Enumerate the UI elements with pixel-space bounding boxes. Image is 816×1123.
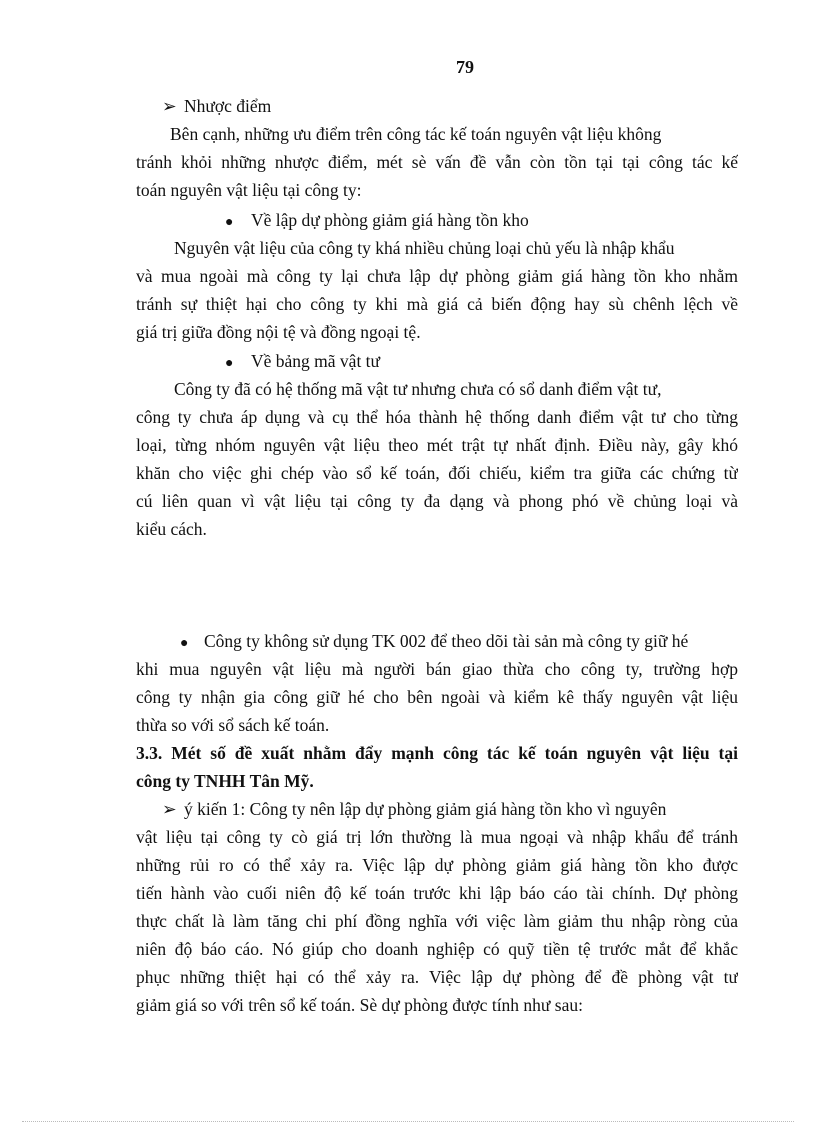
paragraph-line: loại, từng nhóm nguyên vật liệu theo mét trật tự nhất định. Điều này, gây khó bbox=[136, 435, 738, 455]
paragraph-line: giảm giá so với trên sổ kế toán. Sè dự phòng được tính như sau: bbox=[136, 995, 583, 1015]
bullet-item bbox=[225, 350, 380, 375]
page-number: 79 bbox=[456, 57, 474, 77]
paragraph-line: tiến hành vào cuối niên độ kế toán trước khi lập báo cáo tài chính. Dự phòng bbox=[136, 883, 738, 903]
paragraph-line: khăn cho việc ghi chép vào sổ kế toán, đối chiếu, kiểm tra giữa các chứng từ bbox=[136, 463, 738, 483]
heading-weaknesses-text: Nhược điểm bbox=[184, 96, 272, 116]
arrow-bullet-icon: ➢ bbox=[162, 96, 177, 116]
paragraph-line: giá trị giữa đồng nội tệ và đồng ngoại tệ. bbox=[136, 322, 421, 342]
paragraph-line: công ty nhận gia công giữ hé cho bên ngoài và kiểm kê thấy nguyên vật liệu bbox=[136, 687, 738, 707]
bullet-dot-icon: ● bbox=[225, 215, 234, 230]
paragraph-line: tránh khỏi những nhược điểm, mét sè vấn đề vẫn còn tồn tại tại công tác kế bbox=[136, 152, 738, 172]
paragraph-line: công ty chưa áp dụng và cụ thể hóa thành hệ thống danh điểm vật tư cho từng bbox=[136, 407, 738, 427]
paragraph-line: thực chất là làm tăng chi phí đồng nghĩa với việc làm giảm thu nhập ròng của bbox=[136, 911, 738, 931]
heading-weaknesses bbox=[162, 95, 271, 117]
arrow-bullet-icon: ➢ bbox=[162, 799, 177, 819]
opinion-item bbox=[162, 798, 738, 820]
bullet-item-text: Về bảng mã vật tư bbox=[251, 351, 381, 371]
bullet-dot-icon: ● bbox=[180, 636, 189, 651]
section-heading: 3.3. Mét số đề xuất nhằm đẩy mạnh công tác kế toán nguyên vật liệu tại bbox=[136, 743, 738, 763]
paragraph-line: phục những thiệt hại có thể xảy ra. Việc lập dự phòng để đề phòng vật tư bbox=[136, 967, 738, 987]
paragraph-line: niên độ báo cáo. Nó giúp cho doanh nghiệp có quỹ tiền tệ trước mắt để khắc bbox=[136, 939, 738, 959]
paragraph-line: kiểu cách. bbox=[136, 519, 207, 539]
paragraph-line: tránh sự thiệt hại cho công ty khi mà giá cả biến động hay sù chênh lệch về bbox=[136, 294, 738, 314]
paragraph-line: cú liên quan vì vật liệu tại công ty đa dạng và phong phó về chủng loại và bbox=[136, 491, 738, 511]
paragraph-line: những rủi ro có thể xảy ra. Việc lập dự phòng giảm giá hàng tồn kho được bbox=[136, 855, 738, 875]
bullet-item bbox=[180, 630, 688, 655]
opinion-item-text: ý kiến 1: Công ty nên lập dự phòng giảm giá hàng tồn kho vì nguyên bbox=[184, 799, 667, 819]
bullet-dot-icon: ● bbox=[225, 356, 234, 371]
paragraph-line: thừa so với sổ sách kế toán. bbox=[136, 715, 330, 735]
paragraph-line: Công ty đã có hệ thống mã vật tư nhưng chưa có sổ danh điểm vật tư, bbox=[174, 379, 662, 399]
paragraph-line: và mua ngoài mà công ty lại chưa lập dự phòng giảm giá hàng tồn kho nhằm bbox=[136, 266, 738, 286]
paragraph-line: vật liệu tại công ty cò giá trị lớn thường là mua ngoại và nhập khẩu để tránh bbox=[136, 827, 738, 847]
section-heading: công ty TNHH Tân Mỹ. bbox=[136, 771, 314, 791]
paragraph-line: Nguyên vật liệu của công ty khá nhiều chủng loại chủ yếu là nhập khẩu bbox=[174, 238, 675, 258]
bullet-item bbox=[225, 209, 529, 234]
bullet-item-text: Công ty không sử dụng TK 002 để theo dõi tài sản mà công ty giữ hé bbox=[204, 631, 689, 651]
paragraph-line: toán nguyên vật liệu tại công ty: bbox=[136, 180, 362, 200]
bullet-item-text: Về lập dự phòng giảm giá hàng tồn kho bbox=[251, 210, 529, 230]
paragraph-line: khi mua nguyên vật liệu mà người bán giao thừa cho công ty, trường hợp bbox=[136, 659, 738, 679]
page-bottom-divider bbox=[22, 1121, 794, 1122]
paragraph-line: Bên cạnh, những ưu điểm trên công tác kế toán nguyên vật liệu không bbox=[170, 124, 662, 144]
